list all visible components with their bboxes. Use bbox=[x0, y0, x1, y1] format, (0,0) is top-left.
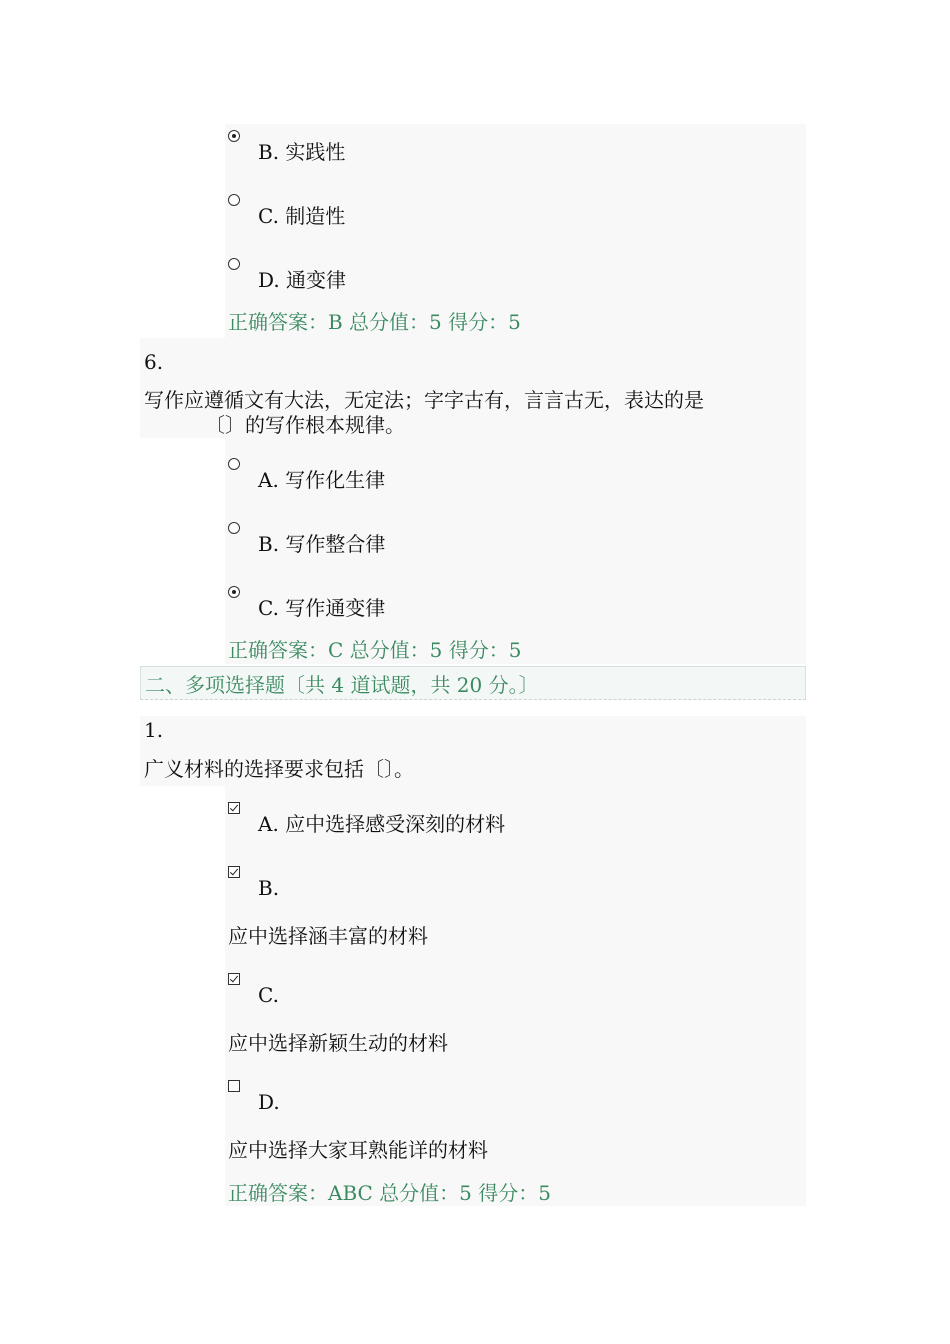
mq1-option-c-checkbox[interactable] bbox=[228, 973, 240, 985]
q6-result-line: 正确答案：C 总分值：5 得分：5 bbox=[228, 638, 522, 662]
q6-stem-line2: 〔〕的写作根本规律。 bbox=[205, 413, 405, 437]
mq1-option-d-text: 应中选择大家耳熟能详的材料 bbox=[228, 1138, 488, 1162]
q5-option-b-radio[interactable] bbox=[228, 130, 240, 142]
q6-stem-line1: 写作应遵循文有大法，无定法；字字古有，言言古无，表达的是 bbox=[144, 388, 704, 412]
q6-option-c-label: C. 写作通变律 bbox=[258, 596, 386, 620]
mq1-option-d-letter: D. bbox=[258, 1090, 280, 1114]
q6-number: 6. bbox=[144, 350, 164, 374]
q5-option-d-label: D. 通变律 bbox=[258, 268, 347, 292]
q5-option-b-label: B. 实践性 bbox=[258, 140, 346, 164]
q6-option-c-radio[interactable] bbox=[228, 586, 240, 598]
q5-option-c-label: C. 制造性 bbox=[258, 204, 346, 228]
mq1-option-b-checkbox[interactable] bbox=[228, 866, 240, 878]
q5-option-c-radio[interactable] bbox=[228, 194, 240, 206]
mq1-option-c-text: 应中选择新颖生动的材料 bbox=[228, 1031, 448, 1055]
mq1-option-a-checkbox[interactable] bbox=[228, 802, 240, 814]
mq1-stem: 广义材料的选择要求包括〔〕。 bbox=[144, 757, 414, 781]
q6-option-a-radio[interactable] bbox=[228, 458, 240, 470]
mq1-option-a-label: A. 应中选择感受深刻的材料 bbox=[258, 812, 506, 836]
q5-option-d-radio[interactable] bbox=[228, 258, 240, 270]
q6-option-b-radio[interactable] bbox=[228, 522, 240, 534]
mq1-option-c-letter: C. bbox=[258, 983, 279, 1007]
mq1-option-b-text: 应中选择涵丰富的材料 bbox=[228, 924, 428, 948]
q6-option-b-label: B. 写作整合律 bbox=[258, 532, 386, 556]
mq1-result-line: 正确答案：ABC 总分值：5 得分：5 bbox=[228, 1181, 551, 1205]
mq1-number: 1. bbox=[144, 718, 164, 742]
q6-option-a-label: A. 写作化生律 bbox=[258, 468, 386, 492]
section-title: 二、多项选择题〔共 4 道试题，共 20 分。〕 bbox=[145, 673, 539, 697]
mq1-option-d-checkbox[interactable] bbox=[228, 1080, 240, 1092]
q5-result-line: 正确答案：B 总分值：5 得分：5 bbox=[228, 310, 521, 334]
mq1-option-b-letter: B. bbox=[258, 876, 280, 900]
